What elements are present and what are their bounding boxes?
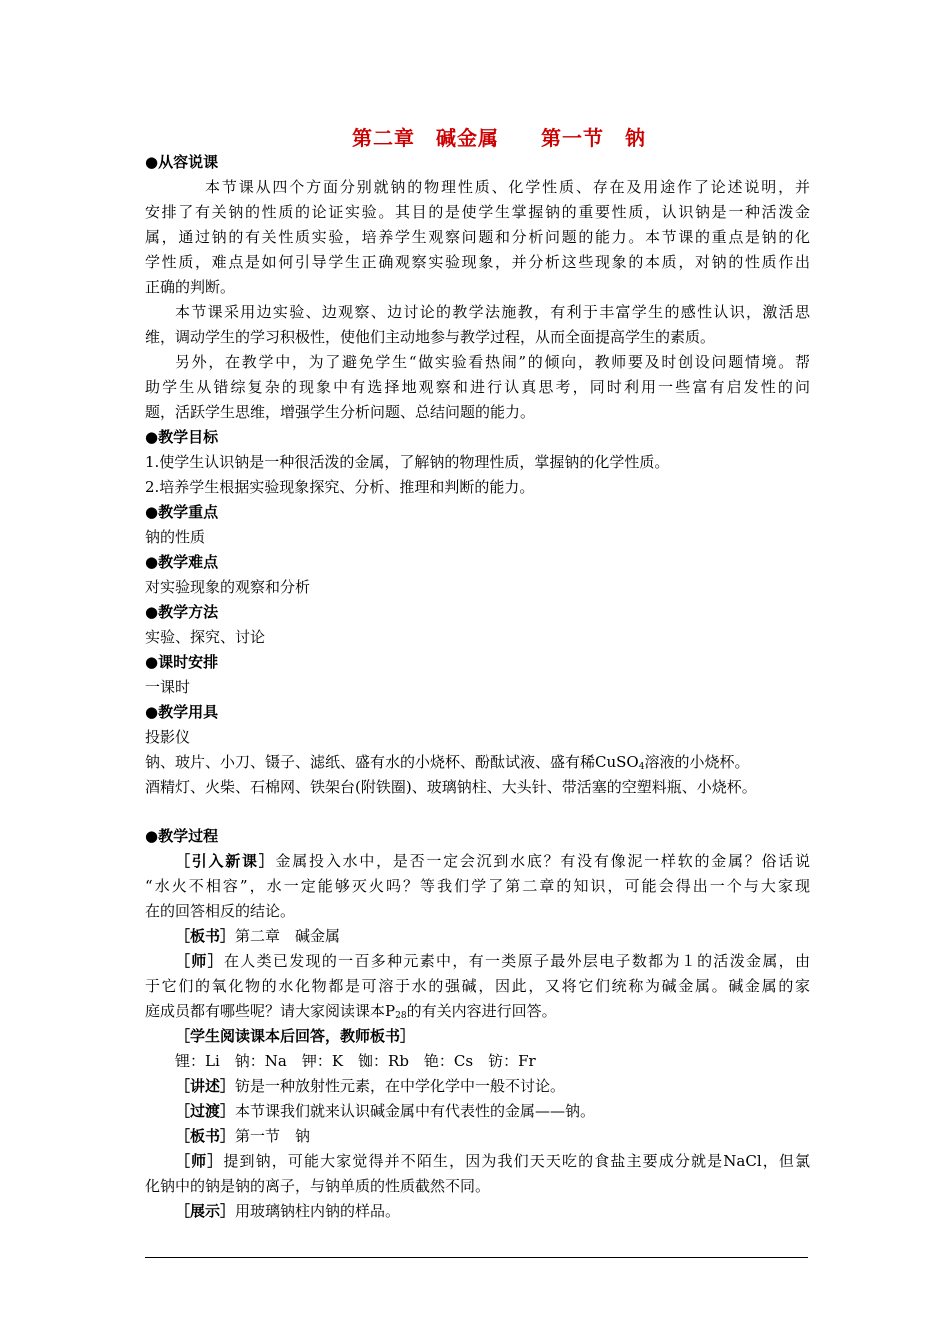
paragraph-line	[145, 999, 810, 1024]
paragraph-line: 化钠中的钠是钠的离子，与钠单质的性质截然不同。	[145, 1177, 491, 1195]
footer-rule	[145, 1257, 808, 1258]
section-heading: ●从容说课	[145, 153, 219, 171]
step-tag: ［讲述］	[175, 1077, 236, 1095]
document-body	[145, 150, 810, 1224]
text-run: 庭成员都有哪些呢？请大家阅读课本	[145, 1002, 386, 1020]
paragraph-line: 在的回答相反的结论。	[145, 902, 296, 920]
paragraph-line	[145, 1124, 810, 1149]
page-title: 第二章 碱金属 第一节 钠	[352, 126, 646, 150]
section-text: 钠的性质	[145, 528, 206, 546]
paragraph-line	[145, 1199, 810, 1224]
paragraph-line: 助学生从错综复杂的现象中有选择地观察和进行认真思考，同时利用一些富有启发性的问	[145, 378, 810, 396]
text-run: 的有关内容进行回答。	[406, 1002, 557, 1020]
paragraph-line	[145, 1149, 810, 1174]
section-text: 一课时	[145, 678, 191, 696]
step-tag: ［师］	[175, 1152, 224, 1170]
section-heading: ●教学目标	[145, 428, 219, 446]
list-item: 2.培养学生根据实验现象探究、分析、推理和判断的能力。	[145, 478, 535, 496]
paragraph-line	[145, 849, 810, 874]
paragraph-line: 本节课从四个方面分别就钠的物理性质、化学性质、存在及用途作了论述说明，并	[205, 178, 810, 196]
text-run: 第二章 碱金属	[235, 927, 341, 945]
spacer	[145, 800, 810, 824]
text-run: 金属投入水中，是否一定会沉到水底？有没有像泥一样软的金属？俗话说	[275, 852, 810, 870]
text-run: 在人类已发现的一百多种元素中，有一类原子最外层电子数都为１的活泼金属，由	[223, 952, 810, 970]
subscript: 4	[638, 762, 645, 772]
section-heading: ●课时安排	[145, 653, 219, 671]
step-tag: ［引入新课］	[175, 852, 276, 870]
text-run: 提到钠，可能大家觉得并不陌生，因为我们天天吃的食盐主要成分就是NaCl，但氯	[223, 1152, 810, 1170]
paragraph-line: 学性质，难点是如何引导学生正确观察实验现象，并分析这些现象的本质，对钠的性质作出	[145, 253, 810, 271]
text-run: 第一节 钠	[235, 1127, 311, 1145]
text-run: 本节课我们就来认识碱金属中有代表性的金属——钠。	[235, 1102, 596, 1120]
section-heading: ●教学方法	[145, 603, 219, 621]
page-ref: P	[385, 1002, 396, 1020]
paragraph-line	[145, 924, 810, 949]
paragraph-line: 于它们的氧化物的水化物都是可溶于水的强碱，因此，又将它们统称为碱金属。碱金属的家	[145, 977, 810, 995]
step-tag: ［板书］	[175, 927, 236, 945]
paragraph-line: 维，调动学生的学习积极性，使他们主动地参与教学过程，从而全面提高学生的素质。	[145, 328, 716, 346]
text-run: 用玻璃钠柱内钠的样品。	[235, 1202, 401, 1220]
paragraph-line: 正确的判断。	[145, 278, 236, 296]
paragraph-line	[145, 1099, 810, 1124]
text-run: 溶液的小烧杯。	[644, 753, 750, 771]
section-heading: ●教学过程	[145, 827, 219, 845]
paragraph-line: 安排了有关钠的性质的论证实验。其目的是使学生掌握钠的重要性质，认识钠是一种活泼金	[145, 203, 810, 221]
section-heading: ●教学用具	[145, 703, 219, 721]
step-tag: ［展示］	[175, 1202, 236, 1220]
paragraph-line: 另外，在教学中，为了避免学生“做实验看热闹”的倾向，教师要及时创设问题情境。帮	[175, 353, 810, 371]
subscript: 28	[395, 1011, 407, 1021]
equipment-line	[145, 750, 810, 775]
step-tag: ［学生阅读课本后回答，教师板书］	[175, 1027, 416, 1045]
section-text: 实验、探究、讨论	[145, 628, 266, 646]
paragraph-line: 题，活跃学生思维，增强学生分析问题、总结问题的能力。	[145, 403, 536, 421]
paragraph-line	[145, 949, 810, 974]
section-heading: ●教学重点	[145, 503, 219, 521]
chem-formula: CuSO	[595, 753, 639, 771]
step-tag: ［过渡］	[175, 1102, 236, 1120]
paragraph-line: “水火不相容”，水一定能够灭火吗？等我们学了第二章的知识，可能会得出一个与大家现	[145, 877, 810, 895]
text-run: 钫是一种放射性元素，在中学化学中一般不讨论。	[235, 1077, 566, 1095]
list-item: 1.使学生认识钠是一种很活泼的金属，了解钠的物理性质，掌握钠的化学性质。	[145, 453, 670, 471]
section-text: 对实验现象的观察和分析	[145, 578, 311, 596]
step-tag: ［师］	[175, 952, 224, 970]
paragraph-line: 本节课采用边实验、边观察、边讨论的教学法施教，有利于丰富学生的感性认识，激活思	[175, 303, 810, 321]
step-tag: ［板书］	[175, 1127, 236, 1145]
section-heading: ●教学难点	[145, 553, 219, 571]
paragraph-line	[145, 1074, 810, 1099]
text-run: 钠、玻片、小刀、镊子、滤纸、盛有水的小烧杯、酚酞试液、盛有稀	[145, 753, 596, 771]
element-list: 锂：Li 钠：Na 钾：K 铷：Rb 铯：Cs 钫：Fr	[175, 1052, 536, 1070]
section-text: 投影仪	[145, 728, 191, 746]
paragraph-line: 属，通过钠的有关性质实验，培养学生观察问题和分析问题的能力。本节课的重点是钠的化	[145, 228, 810, 246]
equipment-line: 酒精灯、火柴、石棉网、铁架台(附铁圈)、玻璃钠柱、大头针、带活塞的空塑料瓶、小烧杯。	[145, 778, 757, 796]
